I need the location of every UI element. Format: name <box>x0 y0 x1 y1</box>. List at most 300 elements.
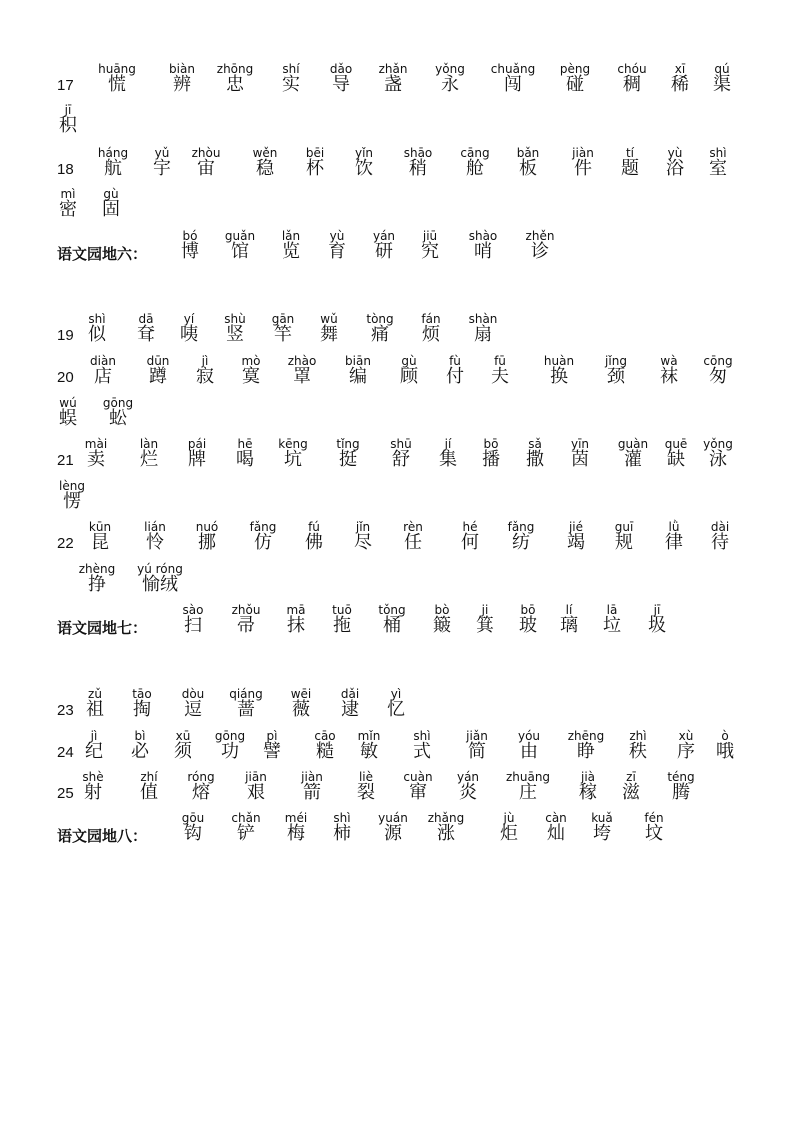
pinyin: yú róng <box>137 562 183 576</box>
pinyin: zhào <box>287 354 317 368</box>
pinyin: yù <box>329 229 345 243</box>
pinyin: lí <box>565 603 573 617</box>
pinyin: bēi <box>305 146 325 160</box>
pinyin: méi <box>284 811 308 825</box>
pinyin: gōng <box>102 396 134 410</box>
character: 敏 <box>360 741 378 762</box>
pinyin: dǎo <box>329 62 353 76</box>
pinyin: jì <box>90 729 98 743</box>
pinyin: nuó <box>195 520 219 534</box>
pinyin: fū <box>494 354 506 368</box>
character: 茵 <box>571 449 589 470</box>
pinyin: róng <box>187 770 215 784</box>
character: 裂 <box>357 782 375 803</box>
character: 竖 <box>226 324 244 345</box>
pinyin: jǐn <box>355 520 371 534</box>
character: 航 <box>104 158 122 179</box>
character: 耷 <box>137 324 155 345</box>
lesson-number: 18 <box>57 161 74 178</box>
pinyin: tuō <box>332 603 352 617</box>
character: 盏 <box>384 74 402 95</box>
pinyin: sǎ <box>528 437 542 451</box>
character: 蚣 <box>109 408 127 429</box>
pinyin: wěn <box>252 146 278 160</box>
character: 览 <box>282 241 300 262</box>
pinyin: chǎn <box>231 811 261 825</box>
character: 烦 <box>422 324 440 345</box>
pinyin: fán <box>421 312 441 326</box>
character: 艰 <box>247 782 265 803</box>
character: 稼 <box>579 782 597 803</box>
character: 集 <box>439 449 457 470</box>
pinyin: shù <box>224 312 246 326</box>
character: 忆 <box>387 699 405 720</box>
character: 垮 <box>593 823 611 844</box>
character: 序 <box>677 741 695 762</box>
character: 梅 <box>287 823 305 844</box>
character: 宇 <box>153 158 171 179</box>
pinyin: xī <box>674 62 686 76</box>
character: 哦 <box>716 741 734 762</box>
pinyin: fǎng <box>507 520 535 534</box>
pinyin: bǎn <box>516 146 540 160</box>
pinyin: gù <box>401 354 417 368</box>
character: 仿 <box>254 532 272 553</box>
pinyin: sào <box>182 603 204 617</box>
character: 滋 <box>622 782 640 803</box>
pinyin: xū <box>175 729 191 743</box>
character: 帚 <box>237 615 255 636</box>
pinyin: zhōng <box>216 62 254 76</box>
pinyin: lǜ <box>668 520 680 534</box>
pinyin: ji <box>481 603 489 617</box>
character: 愣 <box>63 491 81 512</box>
character: 薇 <box>292 699 310 720</box>
character: 颈 <box>607 366 625 387</box>
character: 铲 <box>237 823 255 844</box>
pinyin: shì <box>413 729 431 743</box>
character: 由 <box>520 741 538 762</box>
pinyin: guī <box>614 520 634 534</box>
character: 熔 <box>192 782 210 803</box>
lesson-number: 24 <box>57 744 74 761</box>
pinyin: mǐn <box>357 729 381 743</box>
pinyin: jǐng <box>605 354 627 368</box>
pinyin: zhèng <box>78 562 116 576</box>
pinyin: kuǎ <box>591 811 613 825</box>
character: 舒 <box>392 449 410 470</box>
pinyin: quē <box>664 437 688 451</box>
pinyin: zhì <box>629 729 647 743</box>
pinyin: tǐng <box>336 437 360 451</box>
character: 夫 <box>491 366 509 387</box>
pinyin: dòu <box>181 687 205 701</box>
character: 怜 <box>146 532 164 553</box>
character: 缺 <box>667 449 685 470</box>
character: 竭 <box>567 532 585 553</box>
pinyin: guàn <box>617 437 649 451</box>
character: 咦 <box>180 324 198 345</box>
character: 编 <box>349 366 367 387</box>
pinyin: zhǒu <box>231 603 261 617</box>
pinyin: tòng <box>366 312 394 326</box>
character: 寂 <box>196 366 214 387</box>
pinyin: bō <box>520 603 536 617</box>
character: 实 <box>282 74 300 95</box>
character: 尽 <box>354 532 372 553</box>
character: 烂 <box>140 449 158 470</box>
pinyin: yì <box>390 687 402 701</box>
pinyin: pái <box>187 437 207 451</box>
character: 馆 <box>231 241 249 262</box>
character: 簸 <box>433 615 451 636</box>
character: 箭 <box>303 782 321 803</box>
character: 哨 <box>474 241 492 262</box>
character: 窜 <box>409 782 427 803</box>
pinyin: làn <box>139 437 159 451</box>
character: 寞 <box>242 366 260 387</box>
pinyin: zhǎng <box>427 811 465 825</box>
character: 播 <box>482 449 500 470</box>
pinyin: jī <box>64 103 72 117</box>
character: 永 <box>441 74 459 95</box>
pinyin: shì <box>88 312 106 326</box>
pinyin: shào <box>468 229 498 243</box>
character: 舱 <box>466 158 484 179</box>
character: 顾 <box>400 366 418 387</box>
pinyin: diàn <box>90 354 116 368</box>
character: 射 <box>84 782 102 803</box>
character: 庄 <box>519 782 537 803</box>
pinyin: càn <box>545 811 567 825</box>
character: 牌 <box>188 449 206 470</box>
pinyin: bò <box>434 603 450 617</box>
pinyin: shāo <box>403 146 433 160</box>
character: 功 <box>221 741 239 762</box>
pinyin: jià <box>580 770 596 784</box>
character: 秩 <box>629 741 647 762</box>
pinyin: pèng <box>559 62 591 76</box>
character: 佛 <box>305 532 323 553</box>
pinyin: hē <box>237 437 253 451</box>
pinyin: lā <box>606 603 618 617</box>
character: 闯 <box>504 74 522 95</box>
character: 坑 <box>284 449 302 470</box>
character: 固 <box>102 199 120 220</box>
character: 宙 <box>197 158 215 179</box>
pinyin: wú <box>59 396 77 410</box>
section-heading: 语文园地七： <box>57 619 148 637</box>
pinyin: shí <box>282 62 300 76</box>
character: 匆 <box>709 366 727 387</box>
pinyin: kēng <box>278 437 308 451</box>
character: 泳 <box>709 449 727 470</box>
pinyin: lèng <box>59 479 85 493</box>
pinyin: fǎng <box>249 520 277 534</box>
lesson-number: 25 <box>57 785 74 802</box>
character: 撒 <box>526 449 544 470</box>
character: 题 <box>621 158 639 179</box>
character: 须 <box>174 741 192 762</box>
pinyin: mì <box>60 187 76 201</box>
character: 柿 <box>333 823 351 844</box>
pinyin: gān <box>271 312 295 326</box>
pinyin: mā <box>286 603 306 617</box>
lesson-number: 23 <box>57 702 74 719</box>
pinyin: cōng <box>703 354 733 368</box>
pinyin: biàn <box>169 62 195 76</box>
character: 值 <box>140 782 158 803</box>
pinyin: lián <box>144 520 166 534</box>
lesson-number: 22 <box>57 535 74 552</box>
character: 桶 <box>383 615 401 636</box>
pinyin: jiān <box>245 770 267 784</box>
character: 蔷 <box>237 699 255 720</box>
pinyin: jí <box>444 437 452 451</box>
character: 饮 <box>355 158 373 179</box>
character: 付 <box>446 366 464 387</box>
character: 灿 <box>547 823 565 844</box>
pinyin: shàn <box>468 312 498 326</box>
character: 店 <box>94 366 112 387</box>
pinyin: cuàn <box>403 770 433 784</box>
lesson-number: 19 <box>57 327 74 344</box>
character: 辨 <box>173 74 191 95</box>
character: 袜 <box>660 366 678 387</box>
section-heading: 语文园地八： <box>57 827 148 845</box>
pinyin: ò <box>721 729 729 743</box>
character: 何 <box>461 532 479 553</box>
pinyin: cāng <box>460 146 490 160</box>
character: 譬 <box>263 741 281 762</box>
pinyin: fù <box>449 354 461 368</box>
character: 碰 <box>566 74 584 95</box>
pinyin: jī <box>653 603 661 617</box>
character: 杯 <box>306 158 324 179</box>
pinyin: dǎi <box>340 687 360 701</box>
character: 式 <box>413 741 431 762</box>
pinyin: tǒng <box>378 603 406 617</box>
character: 博 <box>181 241 199 262</box>
pinyin: zhēng <box>567 729 605 743</box>
character: 竿 <box>274 324 292 345</box>
pinyin: cāo <box>314 729 336 743</box>
character: 板 <box>519 158 537 179</box>
pinyin: shì <box>333 811 351 825</box>
pinyin: jù <box>503 811 515 825</box>
character: 必 <box>131 741 149 762</box>
pinyin: dūn <box>146 354 170 368</box>
character: 挺 <box>339 449 357 470</box>
pinyin: biān <box>345 354 371 368</box>
character: 圾 <box>648 615 666 636</box>
pinyin: dā <box>138 312 154 326</box>
character: 诊 <box>531 241 549 262</box>
pinyin: zhuāng <box>505 770 551 784</box>
pinyin: yǒng <box>703 437 733 451</box>
character: 简 <box>468 741 486 762</box>
pinyin: jiàn <box>301 770 323 784</box>
pinyin: wēi <box>290 687 312 701</box>
pinyin: jié <box>568 520 584 534</box>
character: 渠 <box>713 74 731 95</box>
character: 扇 <box>474 324 492 345</box>
character: 睁 <box>577 741 595 762</box>
character: 灌 <box>624 449 642 470</box>
character: 舞 <box>320 324 338 345</box>
character: 喝 <box>236 449 254 470</box>
pinyin: bō <box>483 437 499 451</box>
pinyin: tí <box>625 146 635 160</box>
character: 垃 <box>603 615 621 636</box>
pinyin: zhǎn <box>378 62 408 76</box>
character: 坟 <box>645 823 663 844</box>
pinyin: yóu <box>517 729 541 743</box>
character: 抹 <box>287 615 305 636</box>
character: 稳 <box>256 158 274 179</box>
pinyin: rèn <box>403 520 423 534</box>
character: 似 <box>88 324 106 345</box>
character: 昆 <box>91 532 109 553</box>
character: 室 <box>709 158 727 179</box>
pinyin: wǔ <box>320 312 338 326</box>
pinyin: bó <box>182 229 198 243</box>
pinyin: zhěn <box>525 229 555 243</box>
pinyin: gōng <box>214 729 246 743</box>
pinyin: zǔ <box>88 687 102 701</box>
character: 换 <box>550 366 568 387</box>
pinyin: dài <box>710 520 730 534</box>
pinyin: wà <box>660 354 678 368</box>
pinyin: gù <box>103 187 119 201</box>
pinyin: jiǎn <box>466 729 488 743</box>
character: 研 <box>375 241 393 262</box>
character: 蹲 <box>149 366 167 387</box>
character: 件 <box>574 158 592 179</box>
pinyin: jiàn <box>572 146 594 160</box>
pinyin: pì <box>266 729 278 743</box>
pinyin: fén <box>644 811 664 825</box>
pinyin: yǐn <box>354 146 374 160</box>
pinyin: téng <box>667 770 695 784</box>
character: 掏 <box>133 699 151 720</box>
pinyin: mài <box>84 437 108 451</box>
character: 密 <box>59 199 77 220</box>
lesson-number: 21 <box>57 452 74 469</box>
character: 任 <box>404 532 422 553</box>
pinyin: tāo <box>132 687 152 701</box>
character: 逗 <box>184 699 202 720</box>
pinyin: zhí <box>140 770 158 784</box>
pinyin: yí <box>183 312 195 326</box>
character: 钩 <box>184 823 202 844</box>
character: 律 <box>665 532 683 553</box>
pinyin: xù <box>678 729 694 743</box>
character: 痛 <box>371 324 389 345</box>
pinyin: liè <box>358 770 374 784</box>
character: 箕 <box>476 615 494 636</box>
character: 稠 <box>623 74 641 95</box>
character: 逮 <box>341 699 359 720</box>
pinyin: huāng <box>98 62 136 76</box>
pinyin: háng <box>97 146 129 160</box>
pinyin: shì <box>709 146 727 160</box>
section-heading: 语文园地六： <box>57 245 148 263</box>
pinyin: yuán <box>378 811 408 825</box>
pinyin: qú <box>714 62 730 76</box>
pinyin: huàn <box>543 354 575 368</box>
pinyin: jiū <box>422 229 438 243</box>
character: 纺 <box>512 532 530 553</box>
character: 炎 <box>459 782 477 803</box>
character: 稍 <box>409 158 427 179</box>
character: 慌 <box>108 74 126 95</box>
pinyin: zhòu <box>191 146 221 160</box>
pinyin: lǎn <box>281 229 301 243</box>
character: 挣 <box>88 574 106 595</box>
pinyin: yīn <box>570 437 590 451</box>
lesson-number: 17 <box>57 77 74 94</box>
pinyin: qiáng <box>229 687 263 701</box>
character: 蜈 <box>59 408 77 429</box>
pinyin: gōu <box>181 811 205 825</box>
character: 卖 <box>87 449 105 470</box>
pinyin: bì <box>134 729 146 743</box>
pinyin: yǔ <box>154 146 170 160</box>
character: 炬 <box>500 823 518 844</box>
character: 待 <box>711 532 729 553</box>
character: 忠 <box>226 74 244 95</box>
character: 扫 <box>184 615 202 636</box>
character: 导 <box>332 74 350 95</box>
character: 浴 <box>666 158 684 179</box>
character: 规 <box>615 532 633 553</box>
character: 愉绒 <box>142 574 178 595</box>
character: 拖 <box>333 615 351 636</box>
pinyin: shè <box>82 770 104 784</box>
character: 挪 <box>198 532 216 553</box>
pinyin: chuǎng <box>490 62 536 76</box>
pinyin: mò <box>241 354 261 368</box>
character: 源 <box>384 823 402 844</box>
pinyin: hé <box>462 520 478 534</box>
character: 究 <box>421 241 439 262</box>
pinyin: guǎn <box>224 229 256 243</box>
pinyin: kūn <box>88 520 112 534</box>
character: 纪 <box>85 741 103 762</box>
character: 涨 <box>437 823 455 844</box>
character: 糙 <box>316 741 334 762</box>
character: 积 <box>59 115 77 136</box>
pinyin: chóu <box>617 62 647 76</box>
pinyin: yán <box>456 770 480 784</box>
pinyin: zī <box>626 770 636 784</box>
character: 育 <box>328 241 346 262</box>
pinyin: jì <box>201 354 209 368</box>
character: 璃 <box>560 615 578 636</box>
pinyin: yán <box>372 229 396 243</box>
character: 玻 <box>519 615 537 636</box>
pinyin: yǒng <box>435 62 465 76</box>
character: 腾 <box>672 782 690 803</box>
pinyin: shū <box>390 437 412 451</box>
pinyin: fú <box>308 520 320 534</box>
lesson-number: 20 <box>57 369 74 386</box>
character: 祖 <box>86 699 104 720</box>
character: 罩 <box>293 366 311 387</box>
pinyin: yù <box>667 146 683 160</box>
character: 稀 <box>671 74 689 95</box>
